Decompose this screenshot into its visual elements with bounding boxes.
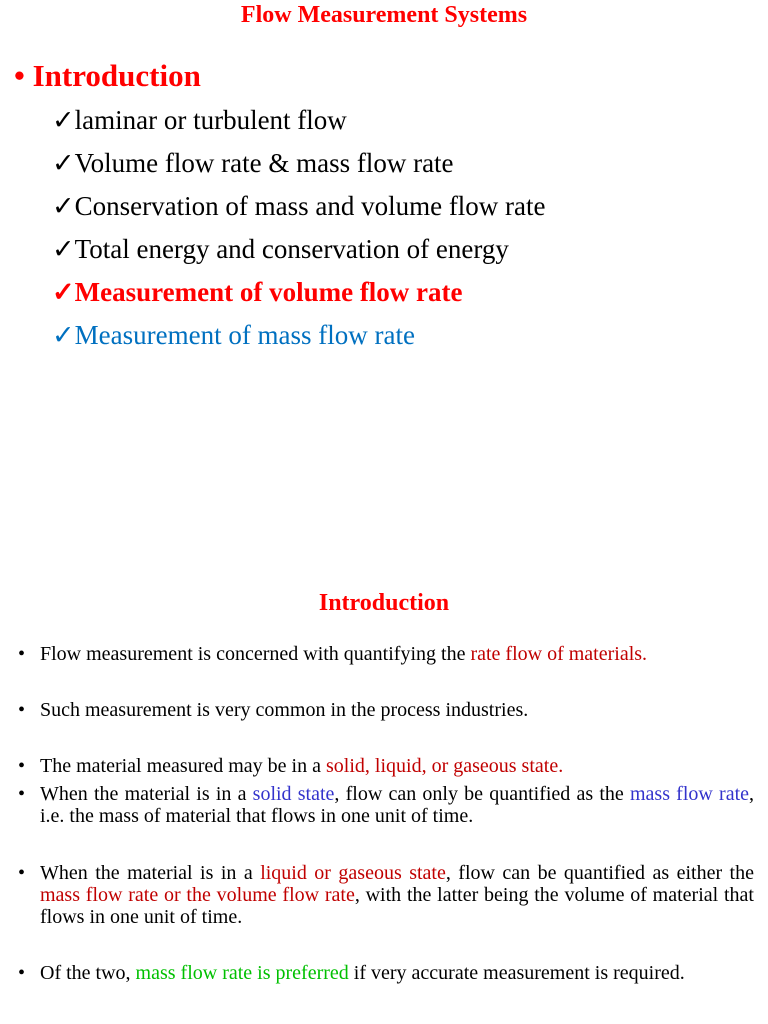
checkmark-icon: ✓ [52, 148, 75, 178]
check-item-text: Total energy and conservation of energy [74, 234, 509, 264]
check-item-text: Volume flow rate & mass flow rate [74, 148, 454, 178]
check-item-text: Measurement of volume flow rate [74, 277, 463, 307]
checkmark-icon: ✓ [52, 234, 75, 264]
slide1-title: Flow Measurement Systems [240, 2, 528, 28]
check-item [52, 104, 347, 136]
paragraph-1 [18, 643, 754, 665]
check-item-text: Measurement of mass flow rate [74, 320, 416, 350]
paragraph-text: When the material is in a liquid or gaseous state, flow can be quantified as either the mass flow rate or the volume flow rate, with the latter being the volume of material that flows in one unit of time. [40, 862, 754, 928]
highlight-red: rate flow of materials. [470, 643, 648, 665]
checkmark-icon: ✓ [52, 191, 75, 221]
bullet-dot: • [18, 783, 26, 805]
paragraph-5 [18, 862, 754, 928]
paragraph-4 [18, 783, 754, 827]
bullet-dot: • [18, 699, 26, 721]
highlight-red: mass flow rate or the volume flow rate [40, 884, 355, 906]
paragraph-2 [18, 699, 754, 721]
check-item-text: laminar or turbulent flow [74, 105, 347, 135]
intro-heading: Introduction [32, 58, 201, 93]
checkmark-icon: ✓ [52, 277, 75, 307]
highlight-red: solid, liquid, or gaseous state. [326, 755, 564, 777]
highlight-purple: solid state [252, 783, 335, 805]
intro-bullet [14, 58, 201, 94]
check-item-text: Conservation of mass and volume flow rate [74, 191, 546, 221]
paragraph-text: Flow measurement is concerned with quantifying the rate flow of materials. [40, 643, 648, 665]
paragraph-text: Such measurement is very common in the process industries. [40, 699, 529, 721]
highlight-red: liquid or gaseous state [260, 862, 446, 884]
check-item [52, 190, 546, 222]
paragraph-3 [18, 755, 754, 777]
highlight-purple: mass flow rate [629, 783, 750, 805]
check-item [52, 233, 509, 265]
checkmark-icon: ✓ [52, 320, 75, 350]
check-item [52, 147, 454, 179]
bullet-dot: • [18, 862, 26, 884]
bullet-dot: • [14, 58, 25, 93]
bullet-dot: • [18, 962, 26, 984]
check-item-next [52, 319, 415, 351]
paragraph-text: When the material is in a solid state, flow can only be quantified as the mass flow rate, i.e. the mass of material that flows in one unit of time. [40, 783, 755, 827]
paragraph-text: The material measured may be in a solid, liquid, or gaseous state. [40, 755, 564, 777]
paragraph-6 [18, 962, 754, 984]
paragraph-text: Of the two, mass flow rate is preferred if very accurate measurement is required. [40, 962, 685, 984]
check-item-highlighted [52, 276, 463, 308]
bullet-dot: • [18, 643, 26, 665]
slide2-title: Introduction [318, 590, 450, 616]
highlight-green: mass flow rate is preferred [135, 962, 349, 984]
bullet-dot: • [18, 755, 26, 777]
checkmark-icon: ✓ [52, 105, 75, 135]
